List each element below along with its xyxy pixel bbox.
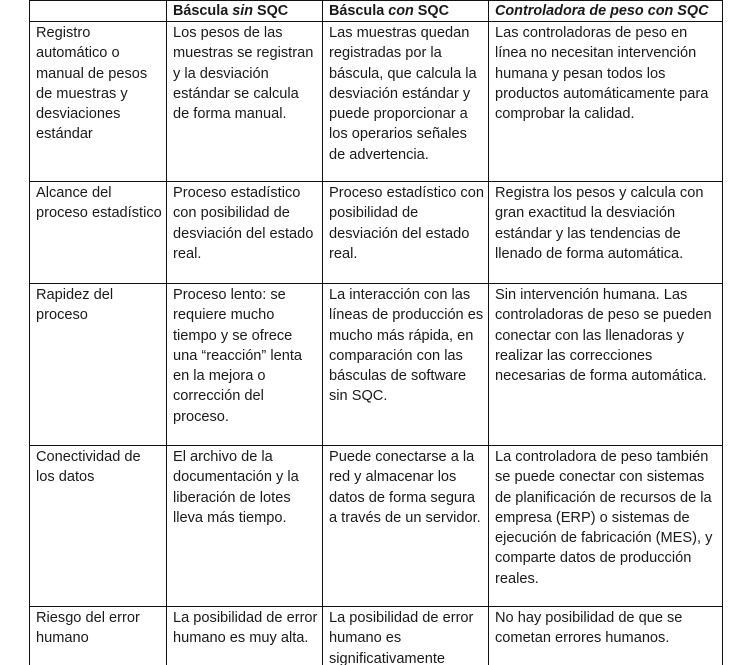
header-cell-controladora: Controladora de peso con SQC	[489, 1, 723, 22]
cell-con-sqc: Puede conectarse a la red y almacenar los datos de forma segura a través de un servidor.	[323, 446, 489, 607]
cell-con-sqc: Proceso estadístico con posibilidad de desviación del estado real.	[323, 182, 489, 284]
table-row	[30, 284, 723, 446]
row-label: Alcance del proceso estadístico	[30, 182, 167, 284]
header-cell-empty	[30, 1, 167, 22]
cell-controladora: No hay posibilidad de que se cometan errores humanos.	[489, 607, 723, 665]
table-row	[30, 22, 723, 182]
cell-con-sqc: La posibilidad de error humano es significativamente	[323, 607, 489, 665]
cell-controladora: Las controladoras de peso en línea no necesitan intervención humana y pesan todos los productos automáticamente para comprobar la calidad.	[489, 22, 723, 182]
cell-con-sqc: La interacción con las líneas de producción es mucho más rápida, en comparación con las básculas de software sin SQC.	[323, 284, 489, 446]
cell-con-sqc: Las muestras quedan registradas por la báscula, que calcula la desviación estándar y puede proporcionar a los operarios señales de advertencia.	[323, 22, 489, 182]
table-row	[30, 182, 723, 284]
table-row	[30, 607, 723, 665]
cell-sin-sqc: Proceso lento: se requiere mucho tiempo y se ofrece una “reacción” lenta en la mejora o corrección del proceso.	[167, 284, 323, 446]
row-label: Riesgo del error humano	[30, 607, 167, 665]
row-label: Conectividad de los datos	[30, 446, 167, 607]
cell-sin-sqc: Proceso estadístico con posibilidad de desviación del estado real.	[167, 182, 323, 284]
comparison-table	[29, 0, 723, 665]
cell-controladora: Registra los pesos y calcula con gran exactitud la desviación estándar y las tendencias de llenado de forma automática.	[489, 182, 723, 284]
row-label: Rapidez del proceso	[30, 284, 167, 446]
row-label: Registro automático o manual de pesos de muestras y desviaciones estándar	[30, 22, 167, 182]
header-cell-bascula-con-sqc: Báscula con SQC	[323, 1, 489, 22]
cell-sin-sqc: El archivo de la documentación y la liberación de lotes lleva más tiempo.	[167, 446, 323, 607]
header-cell-bascula-sin-sqc: Báscula sin SQC	[167, 1, 323, 22]
cell-sin-sqc: La posibilidad de error humano es muy alta.	[167, 607, 323, 665]
cell-controladora: La controladora de peso también se puede conectar con sistemas de planificación de recursos de la empresa (ERP) o sistemas de ejecución de fabricación (MES), y comparte datos de producción reales.	[489, 446, 723, 607]
cell-controladora: Sin intervención humana. Las controladoras de peso se pueden conectar con las llenadoras y realizar las correcciones necesarias de forma automática.	[489, 284, 723, 446]
table-row	[30, 446, 723, 607]
header-row	[30, 1, 723, 22]
cell-sin-sqc: Los pesos de las muestras se registran y la desviación estándar se calcula de forma manual.	[167, 22, 323, 182]
